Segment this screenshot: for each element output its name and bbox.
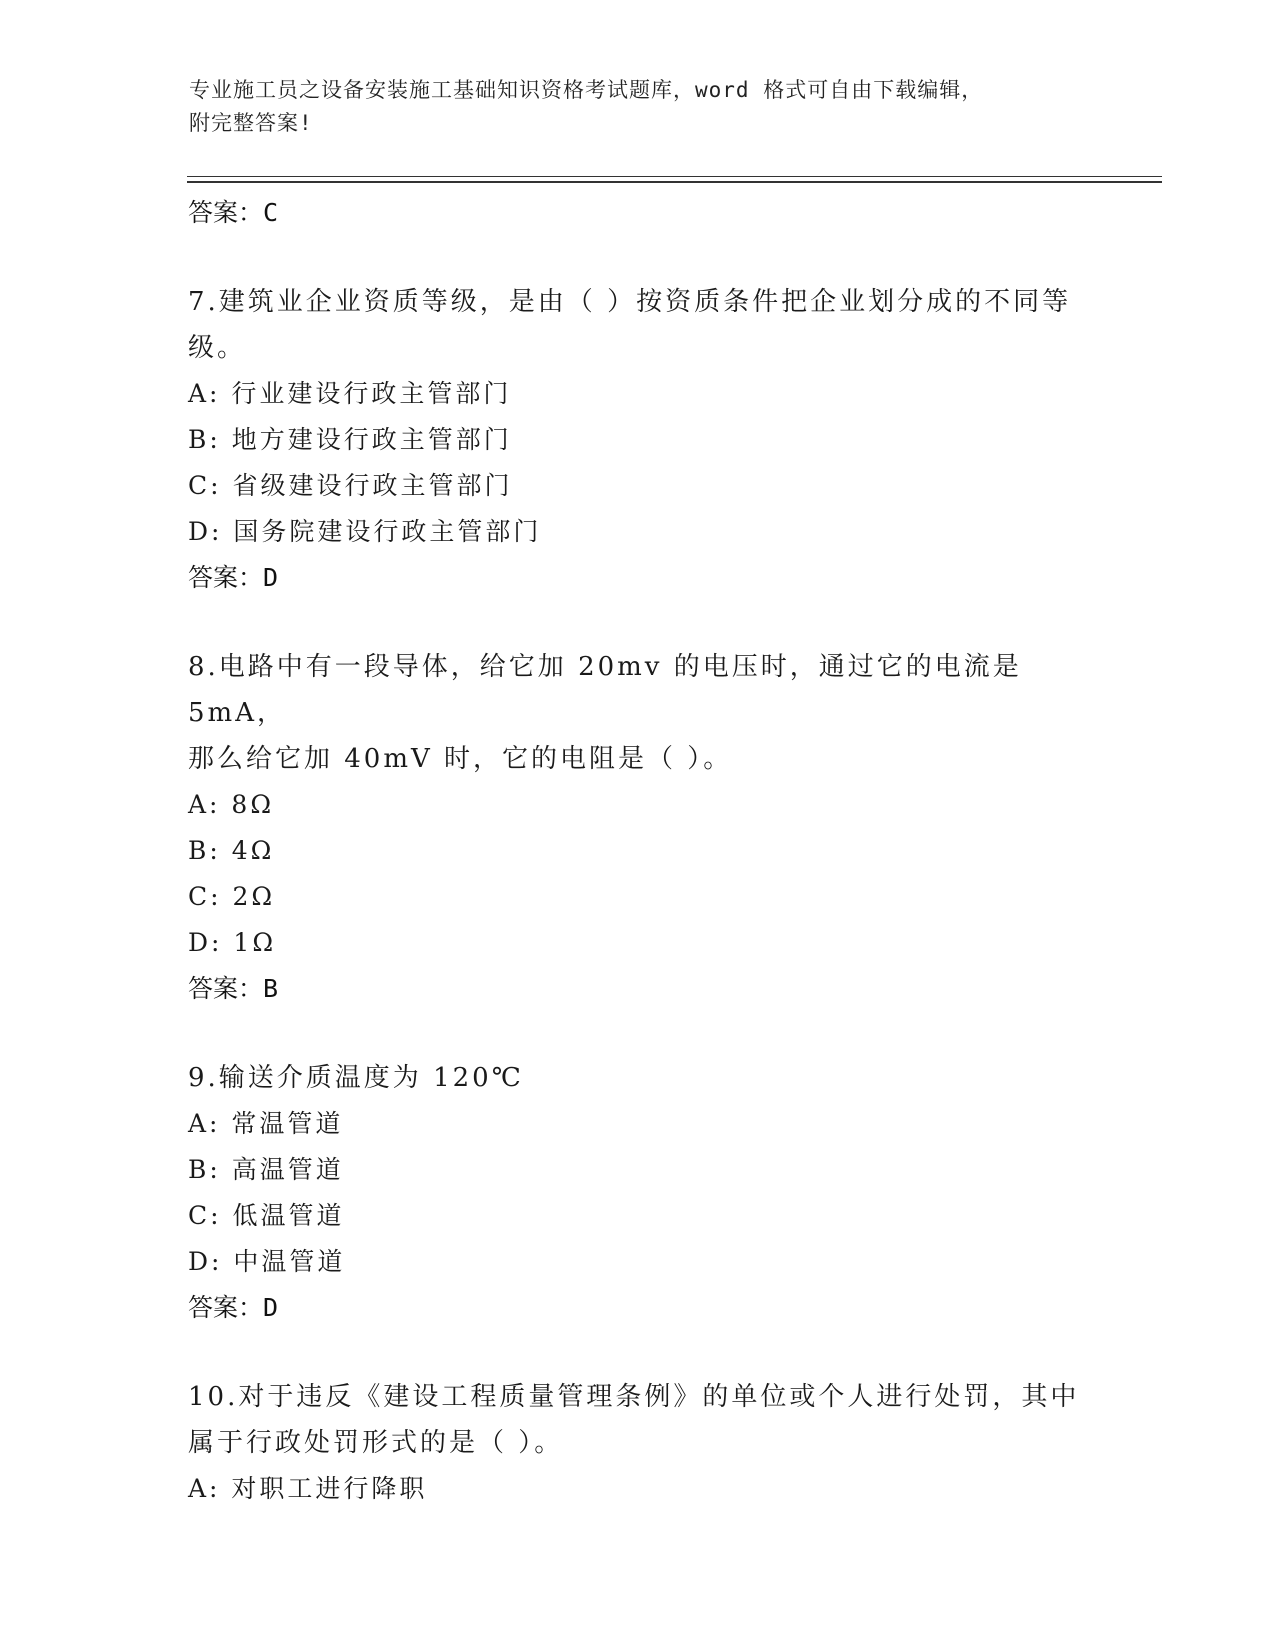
spacer [188,600,1088,644]
question-stem-line-2: 属于行政处罚形式的是（ ）。 [188,1428,564,1458]
header-line-1: 专业施工员之设备安装施工基础知识资格考试题库，word 格式可自由下载编辑， [189,78,984,102]
option-d: D: 1Ω [188,928,277,957]
question-stem-line-1: 10.对于违反《建设工程质量管理条例》的单位或个人进行处罚，其中 [188,1382,1080,1412]
spacer [188,1330,1088,1374]
option-d: D: 国务院建设行政主管部门 [188,517,542,546]
option-b: B: 地方建设行政主管部门 [188,425,512,454]
question-stem-line-2: 那么给它加 40mV 时，它的电阻是（ ）。 [188,744,733,774]
question-7 [188,279,1088,600]
answer: 答案：B [188,974,279,1003]
option-c: C: 省级建设行政主管部门 [188,471,513,500]
option-b: B: 4Ω [188,836,275,865]
spacer [188,1011,1088,1055]
previous-answer: 答案：C [188,198,279,227]
option-c: C: 2Ω [188,882,276,911]
option-a: A: 对职工进行降职 [188,1474,428,1503]
spacer [188,235,1088,279]
option-c: C: 低温管道 [188,1201,345,1230]
question-list [188,190,1088,1512]
question-stem-line-1: 7.建筑业企业资质等级，是由（ ）按资质条件把企业划分成的不同等 [188,287,1072,317]
question-9 [188,1055,1088,1330]
document-header [189,74,1089,140]
option-a: A: 行业建设行政主管部门 [188,379,512,408]
option-a: A: 8Ω [188,790,275,819]
question-stem-line-1: 8.电路中有一段导体，给它加 20mv 的电压时，通过它的电流是 5mA， [188,652,1022,728]
option-d: D: 中温管道 [188,1247,346,1276]
header-line-2: 附完整答案! [189,111,313,135]
header-divider-thick [187,181,1162,183]
option-a: A: 常温管道 [188,1109,344,1138]
question-8 [188,644,1088,1011]
question-stem-line-2: 级。 [188,333,247,363]
header-divider-thin [187,176,1162,177]
question-10 [188,1374,1088,1512]
answer: 答案：D [188,1293,279,1322]
question-stem-line-1: 9.输送介质温度为 120℃ [188,1063,524,1093]
option-b: B: 高温管道 [188,1155,344,1184]
answer: 答案：D [188,563,279,592]
